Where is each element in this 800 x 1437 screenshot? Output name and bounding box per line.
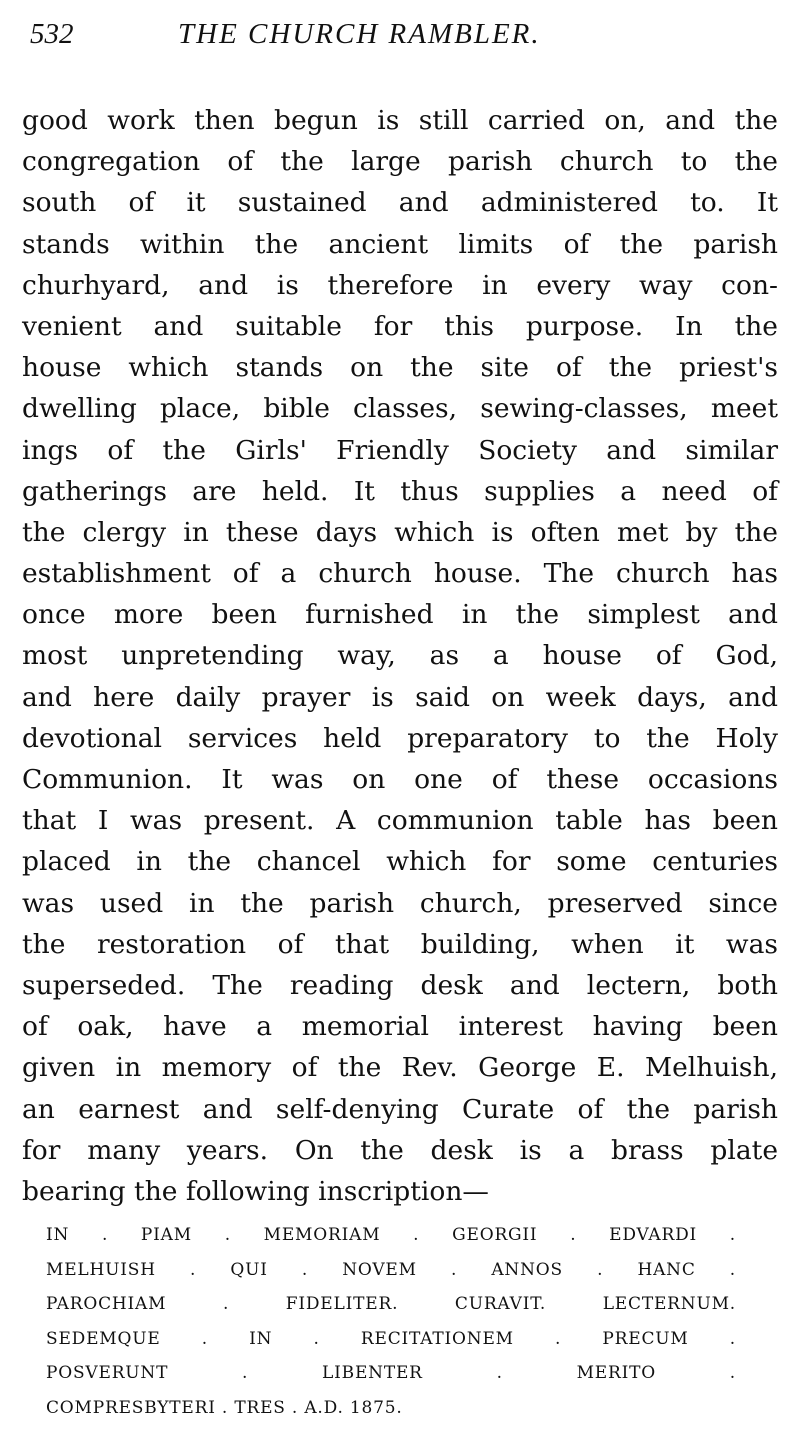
inscription-line: MELHUISH . QUI . NOVEM . ANNOS . HANC .	[46, 1259, 736, 1280]
text-line: good work then begun is still carried on, and the	[22, 105, 778, 136]
text-line: bearing the following inscription—	[22, 1175, 489, 1207]
text-line: the clergy in these days which is often met by the	[22, 516, 778, 548]
text-line: congregation of the large parish church to the	[22, 146, 778, 178]
text-line: once more been furnished in the simplest and	[22, 599, 778, 631]
inscription-block	[46, 1218, 736, 1426]
text-line: most unpretending way, as a house of God,	[22, 640, 778, 672]
inscription-line: POSVERUNT . LIBENTER . MERITO .	[46, 1363, 736, 1384]
text-line: churhyard, and is therefore in every way con-	[22, 269, 778, 301]
text-line: establishment of a church house. The church has	[22, 558, 778, 590]
text-line: placed in the chancel which for some centuries	[22, 846, 778, 878]
text-line: stands within the ancient limits of the parish	[22, 228, 778, 260]
running-title: THE CHURCH RAMBLER.	[178, 18, 541, 50]
text-line: dwelling place, bible classes, sewing-classes, meet	[22, 393, 778, 425]
text-line: Communion. It was on one of these occasions	[22, 764, 778, 795]
text-line: was used in the parish church, preserved since	[22, 887, 778, 919]
inscription-line: PAROCHIAM . FIDELITER. CURAVIT. LECTERNUM.	[46, 1294, 736, 1315]
text-line: venient and suitable for this purpose. In the	[22, 310, 778, 342]
inscription-line: IN . PIAM . MEMORIAM . GEORGII . EDVARDI .	[46, 1225, 736, 1245]
text-line: house which stands on the site of the priest's	[22, 352, 778, 384]
text-line: superseded. The reading desk and lectern, both	[22, 969, 778, 1001]
text-line: gatherings are held. It thus supplies a need of	[22, 475, 778, 507]
text-line: that I was present. A communion table has been	[22, 805, 778, 837]
text-line: and here daily prayer is said on week days, and	[22, 681, 778, 713]
inscription-line: COMPRESBYTERI . TRES . A.D. 1875.	[46, 1397, 403, 1418]
text-line: given in memory of the Rev. George E. Melhuish,	[22, 1052, 778, 1084]
text-line: the restoration of that building, when it was	[22, 928, 778, 960]
text-line: south of it sustained and administered to. It	[22, 187, 778, 219]
body-text	[22, 100, 778, 1212]
text-line: for many years. On the desk is a brass plate	[22, 1134, 778, 1166]
text-line: ings of the Girls' Friendly Society and similar	[22, 434, 778, 466]
text-line: of oak, have a memorial interest having been	[22, 1011, 778, 1043]
page-header	[30, 18, 770, 58]
inscription-line: SEDEMQUE . IN . RECITATIONEM . PRECUM .	[46, 1328, 736, 1349]
page-number: 532	[30, 18, 74, 50]
text-line: an earnest and self-denying Curate of the parish	[22, 1093, 778, 1125]
text-line: devotional services held preparatory to the Holy	[22, 722, 778, 754]
